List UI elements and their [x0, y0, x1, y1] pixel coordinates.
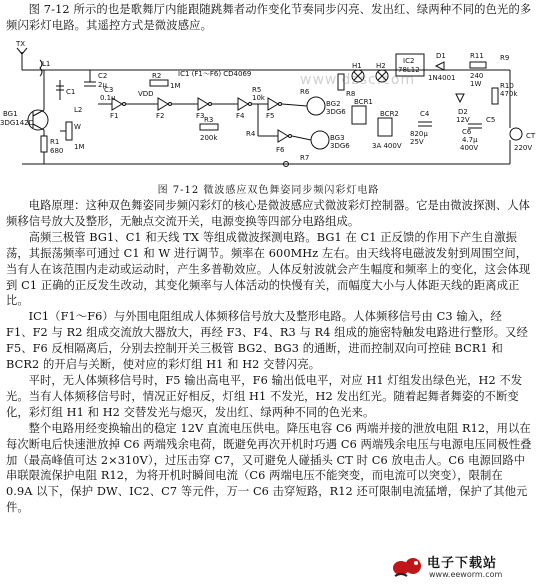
label-c3: C3: [104, 86, 114, 94]
label-r3-value: 200k: [200, 134, 218, 142]
label-r10: R10: [500, 82, 514, 90]
watermark: [391, 550, 531, 584]
label-r9: R9: [500, 54, 510, 62]
intro-paragraph: 图 7-12 所示的也是歌舞厅内能跟随跳舞者动作变化节奏同步闪亮、发出红、绿两种不同的色光的多频闪彩灯电路。其遥控方式是微波感应。: [6, 3, 532, 32]
site-watermark: www.dzsc.com: [300, 72, 416, 88]
paragraph-detector: 高频三极管 BG1、C1 和天线 TX 等组成微波探测电路。BG1 在 C1 正反馈的作用下产生自激振荡，其振荡频率可通过 C1 和 W 进行调节。频率在 600MHz 左右。由天线将电磁波发射到周围空间，当有人在该范围内走动或运动时，产生多普勒效应。人体反射波就会产生幅度和频率上的变化，这会体现到 C1 正确的正反发生改动，其变化频率与人体活动的快慢有关，而幅度大小与人体距天线的距离成正比。: [6, 230, 531, 308]
circuit-diagram: [0, 36, 537, 182]
watermark-brand: 电子下载站: [427, 556, 498, 571]
label-c4-value: 820μ: [410, 130, 428, 138]
label-f4: F4: [236, 112, 245, 120]
label-f2: F2: [156, 112, 165, 120]
paragraph-power: 整个电路用经变换输出的稳定 12V 直流电压供电。降压电容 C6 两端并接的泄放电阻 R12，用以在每次断电后快速泄放掉 C6 两端残余电荷，既避免再次开机时巧遇 C6 两端残余电压与电源电压同极性叠加（最高峰值可达 2×310V），过压击穿 C7，又可避免人碰插头 CT 时 C6 放电击人。C6 电源回路中串联限流保护电阻 R12，为将开机时瞬间电流（C6 两端电压不能突变，而电流可以突变），限制在 0.9A 以下，保护 DW、IC2、C7 等元件，万一 C6 击穿短路，R12 还可限制电流猛增，保护了其他元件。: [6, 421, 532, 515]
label-bcr1: BCR1: [354, 98, 373, 106]
label-bg1-type: 3DG142D: [0, 119, 35, 127]
label-r11: R11: [470, 52, 484, 60]
label-w: W: [74, 123, 81, 131]
label-mains: 220V: [514, 144, 533, 152]
label-c6-value: 4.7μ: [462, 136, 478, 144]
label-r11-value: 240: [470, 72, 484, 80]
label-r2: R2: [152, 72, 162, 80]
label-r5-value: 10k: [252, 94, 265, 102]
label-h2: H2: [376, 62, 386, 70]
label-c4-voltage: 25V: [410, 138, 424, 146]
label-bg1: BG1: [3, 110, 18, 118]
label-c3-value: 0.1μ: [100, 94, 116, 102]
figure-caption: 图 7-12 微波感应双色舞姿同步频闪彩灯电路: [157, 185, 380, 196]
label-r4: R4: [246, 130, 256, 138]
paragraph-operation: 平时，无人体频移信号时，F5 输出高电平，F6 输出低电平，对应 H1 灯组发出绿色光，H2 不发光。当有人体频移信号时，情况正好相反，灯组 H1 不发光，H2 发出红光。随着起舞者舞姿的不断变化，彩灯组 H1 和 H2 交替发光与熄灭，发出红、绿两种不同的色光来。: [6, 373, 523, 419]
label-r5: R5: [252, 86, 262, 94]
label-c1: C1: [66, 88, 76, 96]
label-r10-value: 470k: [500, 90, 518, 98]
label-r8: R8: [346, 90, 356, 98]
label-r7: R7: [300, 154, 310, 162]
label-r11-power: 1W: [470, 80, 482, 88]
label-c6-voltage: 400V: [460, 144, 479, 152]
label-r6: R6: [300, 88, 310, 96]
label-d1-type: 1N4001: [428, 74, 456, 82]
label-w-value: 1M: [74, 143, 85, 151]
worm-logo-icon: [391, 552, 425, 580]
label-d1: D1: [436, 52, 446, 60]
label-d2: D2: [458, 108, 468, 116]
watermark-url: www.eeworm.com: [429, 570, 503, 579]
label-c2-value: 2μ: [98, 81, 107, 89]
label-f1: F1: [110, 112, 119, 120]
label-c2: C2: [98, 72, 108, 80]
paragraph-amplifier: IC1（F1～F6）与外围电阻组成人体频移信号放大及整形电路。人体频移信号由 C3 输入，经 F1、F2 与 R2 组成交流放大器放大，再经 F3、F4、R3 与 R4 组成的施密特触发电路进行整形。又经 F5、F6 反相隔离后，分别去控制开关三极管 BG2、BG3 的通断，进而控制双向可控硅 BCR1 和 BCR2 的开启与关断，使对应的彩灯组 H1 和 H2 交替闪亮。: [6, 310, 528, 372]
label-f6: F6: [276, 146, 285, 154]
label-ic2: IC2: [403, 57, 415, 65]
label-bcr2: BCR2: [380, 110, 399, 118]
label-ic2-type: 78L12: [398, 66, 420, 74]
label-bg2-type: 3DG6: [326, 108, 346, 116]
label-f3: F3: [196, 112, 205, 120]
label-d2-value: 12V: [456, 116, 470, 124]
label-bg2: BG2: [326, 100, 341, 108]
label-bcr-rating: 3A 400V: [372, 142, 402, 150]
label-h1: H1: [352, 62, 362, 70]
label-c5: C5: [486, 116, 496, 124]
label-l1: L1: [42, 60, 51, 68]
label-c6: C6: [462, 128, 472, 136]
paragraph-principle: 电路原理：这种双色舞姿同步频闪彩灯的核心是微波感应式微波彩灯控制器。它是由微波探测、人体频移信号放大及整形，无触点交流开关，电源变换等四部分电路组成。: [6, 199, 531, 228]
label-r2-value: 1M: [170, 82, 181, 90]
label-bg3: BG3: [330, 134, 345, 142]
label-ic1: IC1 (F1～F6) CD4069: [178, 70, 252, 78]
article-body: [6, 198, 532, 516]
label-r1: R1: [50, 138, 60, 146]
label-l2: L2: [74, 106, 83, 114]
label-tx: TX: [16, 40, 26, 48]
label-r3: R3: [204, 116, 214, 124]
label-vdd: VDD: [138, 90, 154, 98]
label-bg3-type: 3DG6: [330, 142, 350, 150]
label-ct: CT: [526, 132, 536, 140]
label-r1-value: 680: [50, 147, 64, 155]
label-c4: C4: [420, 110, 430, 118]
label-f5: F5: [266, 112, 275, 120]
